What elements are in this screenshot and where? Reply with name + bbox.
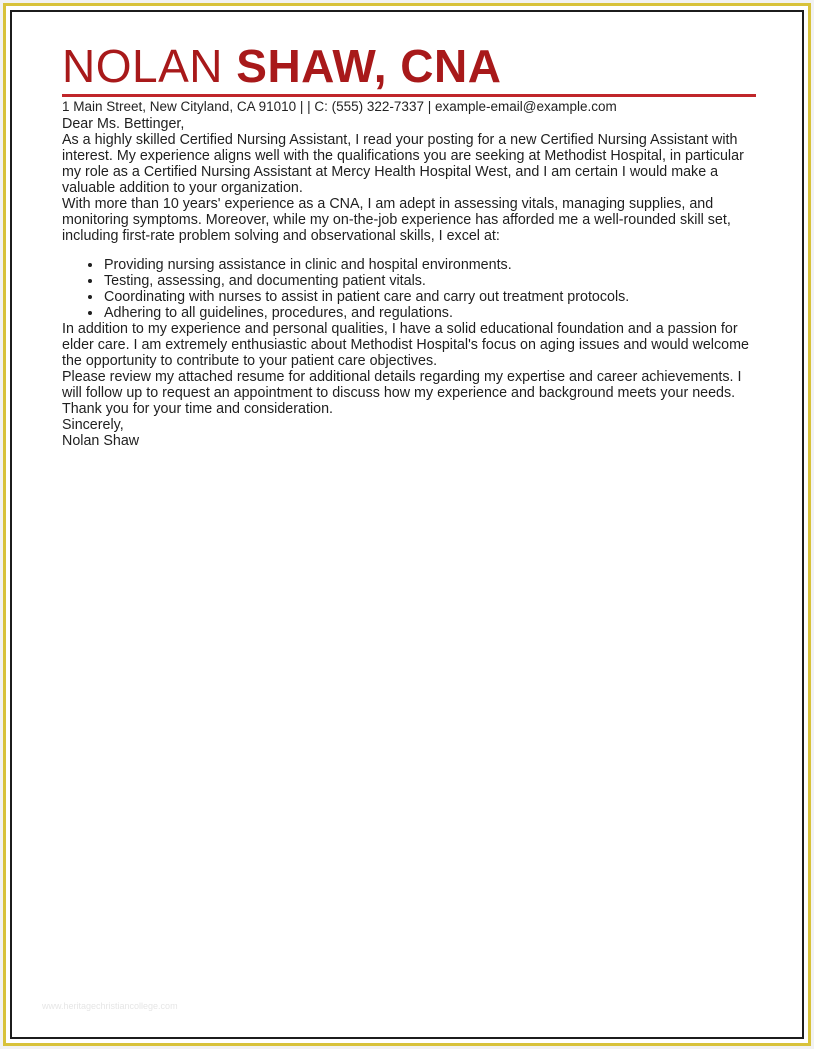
page-frame	[3, 3, 811, 1046]
list-item: • Coordinating with nurses to assist in patient care and carry out treatment protocols.	[103, 289, 762, 305]
greeting: Dear Ms. Bettinger,	[62, 116, 185, 132]
page-border	[10, 10, 804, 1039]
paragraph-experience: With more than 10 years' experience as a CNA, I am adept in assessing vitals, managing supplies, and monitoring symptoms. Moreover, while my on-the-job experience has afforded me a well-rounded skill set, including first-rate problem solving and observational skills, I excel at:	[62, 196, 731, 244]
list-item: • Testing, assessing, and documenting patient vitals.	[103, 273, 762, 289]
watermark: www.heritagechristiancollege.com	[42, 1001, 178, 1011]
paragraph-thanks: Thank you for your time and consideration.	[62, 401, 333, 417]
cover-letter	[62, 40, 762, 449]
paragraph-education: In addition to my experience and personal qualities, I have a solid educational foundation and a passion for elder care. I am extremely enthusiastic about Methodist Hospital's focus on aging issues and would welcome the opportunity to contribute to your patient care objectives.	[62, 321, 749, 369]
letter-body	[62, 116, 762, 449]
skills-list	[62, 257, 762, 321]
contact-line: 1 Main Street, New Cityland, CA 91010 | | C: (555) 322-7337 | example-email@example.com	[62, 99, 617, 114]
paragraph-intro: As a highly skilled Certified Nursing Assistant, I read your posting for a new Certified Nursing Assistant with interest. My experience aligns well with the qualifications you are seeking at Methodist Hospital, in particular my role as a Certified Nursing Assistant at Mercy Health Hospital West, and I am certain I would make a valuable addition to your organization.	[62, 132, 744, 196]
last-name-credential: SHAW, CNA	[236, 40, 502, 92]
signature: Nolan Shaw	[62, 433, 140, 449]
applicant-name	[62, 40, 762, 92]
paragraph-follow-up: Please review my attached resume for additional details regarding my expertise and career achievements. I will follow up to request an appointment to discuss how my experience and background meets your needs.	[62, 369, 742, 401]
list-item: • Providing nursing assistance in clinic and hospital environments.	[103, 257, 762, 273]
header-rule	[62, 94, 756, 97]
first-name: NOLAN	[62, 40, 223, 92]
list-item: • Adhering to all guidelines, procedures, and regulations.	[103, 305, 762, 321]
closing: Sincerely,	[62, 417, 124, 433]
